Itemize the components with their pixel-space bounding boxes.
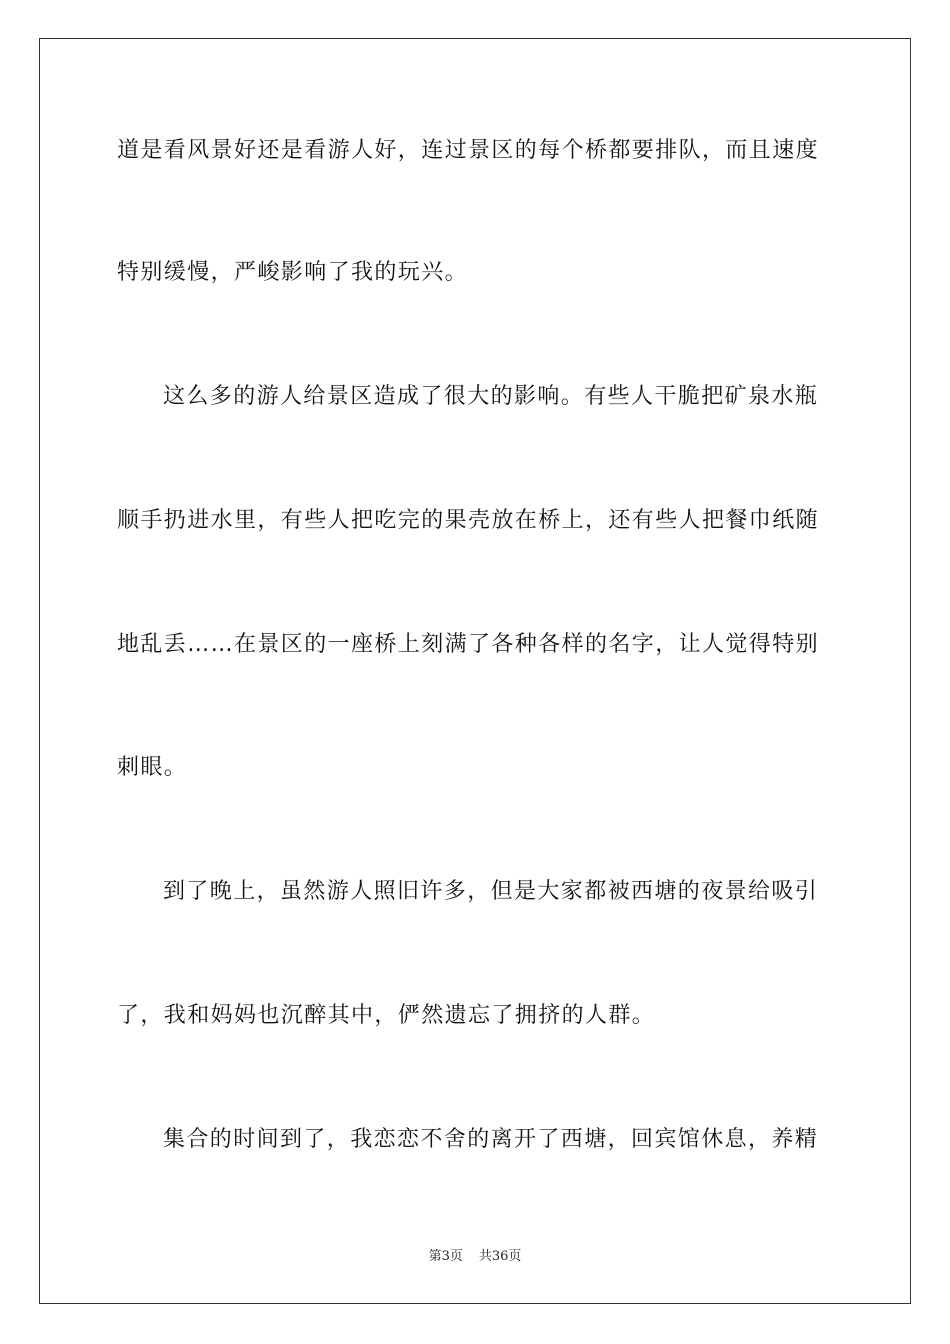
paragraph-start-line: 到了晚上，虽然游人照旧许多，但是大家都被西塘的夜景给吸引 <box>163 879 819 904</box>
text-line: 地乱丢……在景区的一座桥上刻满了各种各样的名字，让人觉得特别 <box>117 632 820 657</box>
paragraph-start-line: 这么多的游人给景区造成了很大的影响。有些人干脆把矿泉水瓶 <box>163 384 819 409</box>
text-line: 刺眼。 <box>117 755 188 780</box>
text-line: 了，我和妈妈也沉醉其中，俨然遗忘了拥挤的人群。 <box>117 1003 656 1028</box>
text-line: 道是看风景好还是看游人好，连过景区的每个桥都要排队，而且速度 <box>117 138 820 163</box>
paragraph-start-line: 集合的时间到了，我恋恋不舍的离开了西塘，回宾馆休息，养精 <box>163 1127 819 1152</box>
page-footer <box>0 1248 950 1266</box>
page-number: 第3页 <box>428 1249 463 1264</box>
text-line: 顺手扔进水里，有些人把吃完的果壳放在桥上，还有些人把餐巾纸随 <box>117 508 820 533</box>
page-border <box>39 38 911 1304</box>
page-total: 共36页 <box>478 1249 522 1264</box>
text-line: 特别缓慢，严峻影响了我的玩兴。 <box>117 260 469 285</box>
